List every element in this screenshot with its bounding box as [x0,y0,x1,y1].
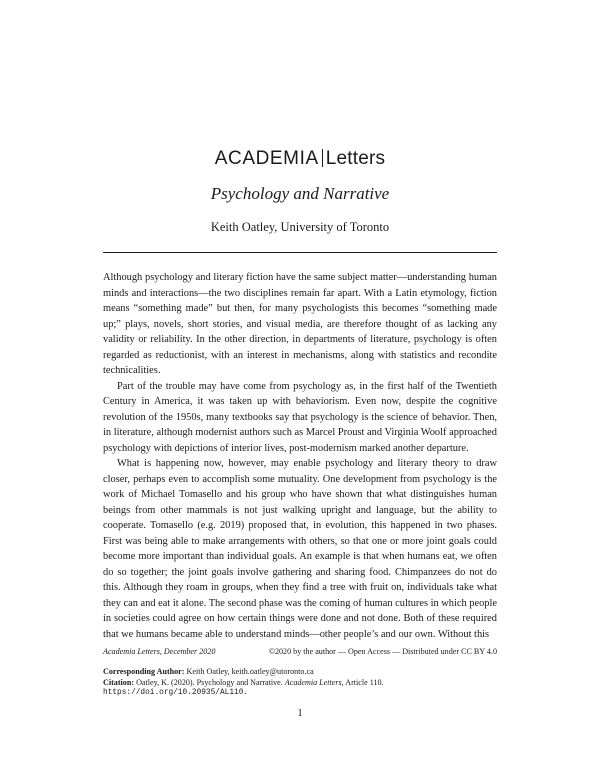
body-paragraph: Although psychology and literary fiction have the same subject matter—understanding human minds and interactions—the two disciplines remain far apart. With a Latin etymology, fiction means “something made” but then, for many psychologists this becomes “something made up;” plays, novels, short stories, and visual media, are therefore thought of as lacking any validity or reliability. In the other direction, in departments of literature, psychology is often regarded as reductionist, with an interest in mechanisms, along with statistics and recondite technicalities. [103,272,497,376]
body-paragraph: Part of the trouble may have come from psychology as, in the first half of the Twentieth Century in America, it was taken up with behaviorism. Even now, despite the cognitive revolution of the 1950s, many textbooks say that psychology is the science of behavior. Then, in literature, although modernist authors such as Marcel Proust and Virginia Woolf approached psychology with depictions of interior lives, post-modernism marked another departure. [103,380,497,454]
article-body [103,270,497,642]
journal-section: Letters [325,148,386,169]
masthead-divider [322,149,323,167]
author-affiliation: Keith Oatley, University of Toronto [210,220,390,234]
corresponding-author-value: Keith Oatley, keith.oatley@utoronto.ca [186,667,314,676]
body-paragraph: What is happening now, however, may enable psychology and literary theory to draw closer, perhaps even to accomplish some mutuality. One development from psychology is the work of Michael Tomasello and his group who have shown that what distinguishes human beings from other mammals is not just walking upright and language, but the ability to cooperate. Tomasello (e.g. 2019) proposed that, in evolution, this happened in two phases. First was being able to make arrangements with others, so that one or more joint goals could become more important than individual goals. An example is that when humans eat, we often do so together; the joint goals involve gathering and sharing food. Chimpanzees do not do this. Although they roam in groups, when they find a tree with fruit on, individuals take what they can and eat it alone. The second phase was the coming of human cultures in which people in societies could agree on how certain things were done and not done. Both of these required that we humans became able to understand minds—other people’s and our own. Without this [103,458,497,640]
page-number: 1 [297,708,303,719]
citation-label: Citation: [103,678,135,687]
license-notice: ©2020 by the author — Open Access — Distributed under CC BY 4.0 [268,647,497,656]
citation-journal: Academia Letters [284,678,342,687]
citation-article: , Article 110. [341,678,384,687]
doi-link[interactable]: https://doi.org/10.20935/AL110. [103,689,249,697]
corresponding-author [103,666,497,677]
title-divider [103,252,497,253]
paper-title: Psychology and Narrative [210,184,390,203]
journal-masthead [0,148,600,170]
citation [103,677,497,688]
journal-brand: ACADEMIA [214,148,319,169]
page-footer [103,646,497,699]
corresponding-author-label: Corresponding Author: [103,667,185,676]
citation-text: Oatley, K. (2020). Psychology and Narrative. [136,678,283,687]
publication-date: Academia Letters, December 2020 [103,647,216,656]
